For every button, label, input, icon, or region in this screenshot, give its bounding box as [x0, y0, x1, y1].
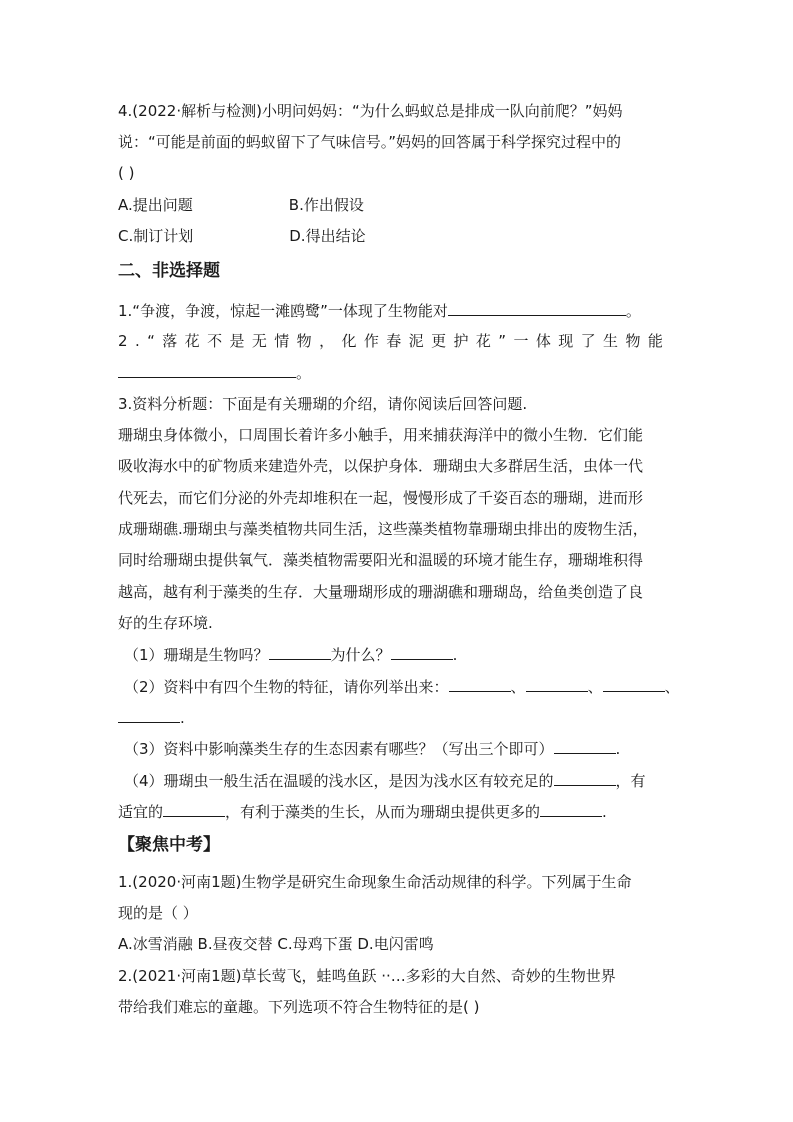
sub4-end: .	[602, 803, 607, 821]
answer-blank[interactable]	[118, 361, 296, 378]
answer-blank[interactable]	[526, 675, 588, 692]
sub3-end: .	[615, 740, 621, 758]
sub3-text: （3）资料中影响藻类生存的生态因素有哪些？（写出三个即可）	[124, 740, 554, 758]
sub1-end: .	[452, 646, 458, 664]
section2-title: 二、非选择题	[118, 261, 220, 281]
answer-blank[interactable]	[269, 643, 331, 660]
answer-blank[interactable]	[163, 800, 225, 817]
answer-blank[interactable]	[449, 675, 511, 692]
focus-q1-line1: 1.(2020·河南1题)生物学是研究生命现象生命活动规律的科学。下列属于生命	[118, 873, 632, 891]
sub2-sep: 、	[510, 678, 526, 696]
sub2-cont	[118, 706, 678, 729]
answer-blank[interactable]	[391, 643, 453, 660]
sub4-text-b: ，有	[615, 772, 646, 790]
para-line: 成珊瑚礁.珊瑚虫与藻类植物共同生活，这些藻类植物靠珊瑚虫排出的废物生活，	[118, 520, 648, 538]
q4-paren: ( )	[118, 164, 135, 182]
sub4-text-d: ，有利于藻类的生长，从而为珊瑚虫提供更多的	[225, 803, 541, 821]
sub1	[124, 643, 684, 666]
s2-q2: 2.“落花不是无情物，化作春泥更护花”一体现了生物能	[118, 332, 671, 350]
focus-q2-line2: 带给我们难忘的童趣。下列选项不符合生物特征的是( )	[118, 998, 480, 1016]
answer-blank[interactable]	[603, 675, 665, 692]
para-line: 同时给珊瑚虫提供氧气．藻类植物需要阳光和温暖的环境才能生存，珊瑚堆积得	[118, 551, 644, 569]
sub2-text: （2）资料中有四个生物的特征，请你列举出来：	[124, 678, 449, 696]
sub2-sep: 、	[664, 678, 680, 696]
answer-blank[interactable]	[448, 299, 626, 316]
para-line: 吸收海水中的矿物质来建造外壳，以保护身体．珊瑚虫大多群居生活，虫体一代	[118, 457, 644, 475]
answer-blank[interactable]	[118, 706, 180, 723]
s2-q2-end: 。	[296, 364, 312, 382]
answer-blank[interactable]	[554, 737, 616, 754]
s2-q2-blank-line	[118, 361, 678, 384]
sub2-end: .	[180, 709, 185, 727]
q4-option-d: D.得出结论	[289, 227, 366, 245]
q4-option-c: C.制订计划	[118, 227, 194, 245]
para-line: 越高，越有利于藻类的生存．大量珊瑚形成的珊湖礁和珊瑚岛，给鱼类创造了良	[118, 583, 644, 601]
para-line: 好的生存环境.	[118, 614, 213, 632]
focus-q2-line1: 2.(2021·河南1题)草长莺飞，蛙鸣鱼跃 ··…多彩的大自然、奇妙的生物世界	[118, 967, 616, 985]
q4-options-row1	[118, 194, 678, 216]
q4-options-row2	[118, 225, 678, 247]
sub1-text-b: 为什么？	[330, 646, 391, 664]
s2-q1-text: 1.“争渡，争渡，惊起一滩鸥鹭”一体现了生物能对	[118, 302, 448, 320]
para-line: 代死去，而它们分泌的外壳却堆积在一起，慢慢形成了千姿百态的珊瑚，进而形	[118, 489, 644, 507]
q4-line1: 4.(2022·解析与检测)小明问妈妈：“为什么蚂蚁总是排成一队向前爬？”妈妈	[118, 102, 623, 120]
focus-title: 【聚焦中考】	[118, 835, 220, 855]
sub1-text-a: （1）珊瑚是生物吗？	[124, 646, 269, 664]
q4-option-b: B.作出假设	[288, 196, 364, 214]
sub2	[124, 675, 684, 698]
sub4	[124, 769, 684, 792]
focus-q1-line2: 现的是（ ）	[118, 904, 198, 922]
sub4-text-c: 适宜的	[118, 803, 164, 821]
q4-line2: 说：“可能是前面的蚂蚁留下了气味信号。”妈妈的回答属于科学探究过程中的	[118, 133, 622, 151]
focus-q1-options: A.冰雪消融 B.昼夜交替 C.母鸡下蛋 D.电闪雷鸣	[118, 935, 434, 953]
s2-q1-end: 。	[625, 302, 641, 320]
para-line: 珊瑚虫身体微小，口周围长着许多小触手，用来捕获海洋中的微小生物．它们能	[118, 426, 644, 444]
sub3	[124, 737, 684, 760]
s2-q3-intro: 3.资料分析题：下面是有关珊瑚的介绍，请你阅读后回答问题.	[118, 395, 528, 413]
answer-blank[interactable]	[540, 800, 602, 817]
sub2-sep: 、	[587, 678, 603, 696]
s2-q1	[118, 299, 678, 322]
sub4-cont	[118, 800, 678, 823]
answer-blank[interactable]	[554, 769, 616, 786]
sub4-text-a: （4）珊瑚虫一般生活在温暖的浅水区，是因为浅水区有较充足的	[124, 772, 554, 790]
q4-option-a: A.提出问题	[118, 196, 193, 214]
